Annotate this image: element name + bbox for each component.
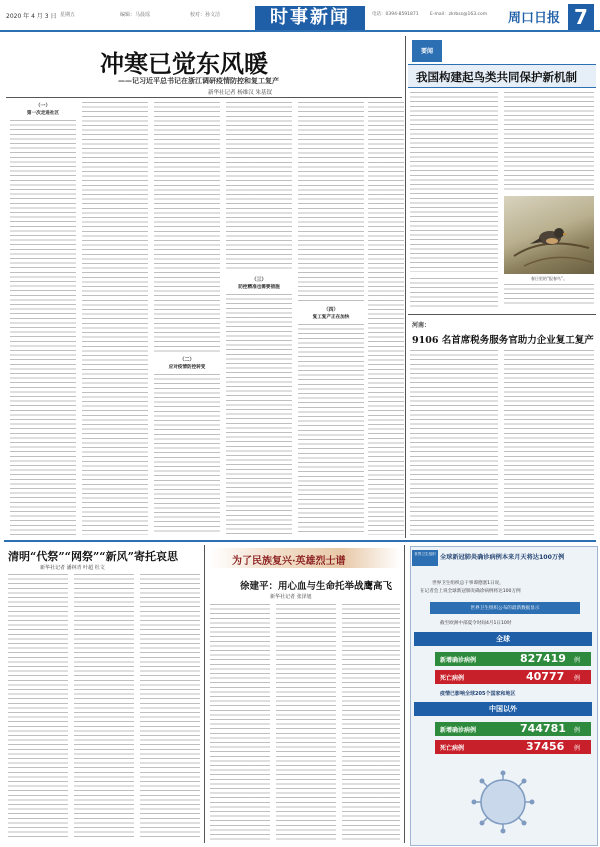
covid-badge-label: 世界卫生组织 xyxy=(414,552,436,556)
outside-confirmed-label: 新增确诊病例 xyxy=(440,727,477,734)
lead-section-mark: （二） xyxy=(179,357,195,363)
section-title: 时事新闻 xyxy=(255,6,365,30)
right-mid-source: 河南： xyxy=(412,322,431,329)
bottom-left-text xyxy=(8,574,68,840)
lead-column-text xyxy=(82,102,148,535)
lead-column-text xyxy=(298,102,364,302)
lead-column-text xyxy=(226,102,292,272)
right-top-text xyxy=(410,92,498,272)
lead-column-text xyxy=(10,120,76,535)
column-divider xyxy=(404,545,405,843)
header-date: 2020 年 4 月 3 日 xyxy=(6,13,57,20)
right-top-text xyxy=(504,284,594,306)
covid-intro-line1: 世界卫生组织总干事谭德塞1日说， xyxy=(432,581,504,586)
bottom-left-text xyxy=(140,574,200,840)
global-deaths-unit: 例 xyxy=(574,675,581,682)
bottom-left-title: 清明“代祭”“网祭”“新风”寄托哀思 xyxy=(8,550,178,563)
global-deaths-value: 40777 xyxy=(526,670,565,683)
right-top-tag-label: 要闻 xyxy=(420,48,433,55)
lead-column-text xyxy=(226,294,292,535)
column-divider xyxy=(204,545,205,843)
photo-caption: 春日里的“报春鸟”。 xyxy=(530,276,568,281)
global-confirmed-value: 827419 xyxy=(520,652,566,665)
global-deaths-label: 死亡病例 xyxy=(440,675,465,682)
column-divider xyxy=(405,36,406,538)
covid-virus-graphic xyxy=(418,762,588,840)
lead-column-text xyxy=(368,102,404,535)
virus-icon xyxy=(418,762,588,840)
bottom-left-text xyxy=(74,574,134,840)
covid-intro-line2: 在记者会上说全球新冠肺炎确诊病例将达100万例 xyxy=(420,589,521,594)
bottom-mid-title: 徐建平：用心血与生命托举战鹰高飞 xyxy=(240,581,393,592)
lead-section-head: 第一次走进社区 xyxy=(26,111,60,116)
lead-column-text xyxy=(298,324,364,535)
lead-section-mark: （四） xyxy=(323,307,339,313)
bottom-mid-text xyxy=(342,604,400,840)
countries-line: 疫情已影响全球205个国家和地区 xyxy=(440,691,516,697)
horizontal-divider xyxy=(4,540,596,542)
global-confirmed-unit: 例 xyxy=(574,657,581,664)
page-number: 7 xyxy=(568,4,594,30)
covid-time-note: 截至欧洲中部夏令时间4月1日10时 xyxy=(440,621,512,626)
lead-section-head: 复工复产正在加快 xyxy=(312,315,350,320)
global-confirmed-label: 新增确诊病例 xyxy=(440,657,477,664)
header-editor: 编辑：马晨瑶 xyxy=(120,12,151,18)
right-top-text xyxy=(504,92,594,192)
header-weekday: 星期五 xyxy=(60,12,76,18)
lead-section-mark: （三） xyxy=(251,277,267,283)
bird-illustration xyxy=(504,196,594,274)
lead-column-text xyxy=(154,374,220,535)
lead-rule xyxy=(6,97,402,98)
header-email: E-mail：zkrbss@163.com xyxy=(430,12,488,17)
right-mid-title: 9106 名首席税务服务官助力企业复工复产 xyxy=(412,335,594,346)
right-divider xyxy=(408,314,596,315)
bottom-mid-text xyxy=(276,604,336,840)
hero-banner-text: 为了民族复兴·英雄烈士谱 xyxy=(232,556,346,567)
outside-confirmed-unit: 例 xyxy=(574,727,581,734)
right-mid-text xyxy=(504,350,594,536)
lead-section-mark: （一） xyxy=(35,103,51,109)
lead-subtitle: ——记习近平总书记在浙江调研疫情防控和复工复产 xyxy=(118,77,279,85)
outside-deaths-label: 死亡病例 xyxy=(440,745,465,752)
right-top-text xyxy=(410,278,498,310)
covid-title: 全球新冠肺炎确诊病例本来月天将达100万例 xyxy=(440,554,565,561)
outside-confirmed-value: 744781 xyxy=(520,722,566,735)
paper-name: 周口日报 xyxy=(508,11,561,26)
right-mid-text xyxy=(410,350,498,536)
lead-byline: 新华社记者 杨维汉 朱基钗 xyxy=(208,90,272,96)
lead-title: 冲寒已觉东风暖 xyxy=(100,49,268,78)
bottom-mid-text xyxy=(210,604,270,840)
lead-section-head: 防控精准也需要措施 xyxy=(238,285,280,290)
header-hotline: 电话：0394-8591871 xyxy=(372,12,419,17)
lead-column-text xyxy=(154,102,220,352)
outside-deaths-value: 37456 xyxy=(526,740,565,753)
global-label: 全球 xyxy=(496,635,510,643)
right-top-title: 我国构建起鸟类共同保护新机制 xyxy=(416,70,577,84)
outside-deaths-unit: 例 xyxy=(574,745,581,752)
bottom-left-byline: 新华社记者 潘林青 叶超 杜文 xyxy=(40,565,105,571)
covid-sub-banner-text: 世界卫生组织公布的最新数据显示 xyxy=(470,606,540,611)
china-label: 中国以外 xyxy=(489,705,517,713)
bird-photo xyxy=(504,196,594,274)
lead-section-head: 应对疫情防控转变 xyxy=(168,365,206,370)
header-designer: 校对：孙文洁 xyxy=(190,12,221,18)
bottom-mid-byline: 新华社记者 张泽旭 xyxy=(270,594,312,600)
